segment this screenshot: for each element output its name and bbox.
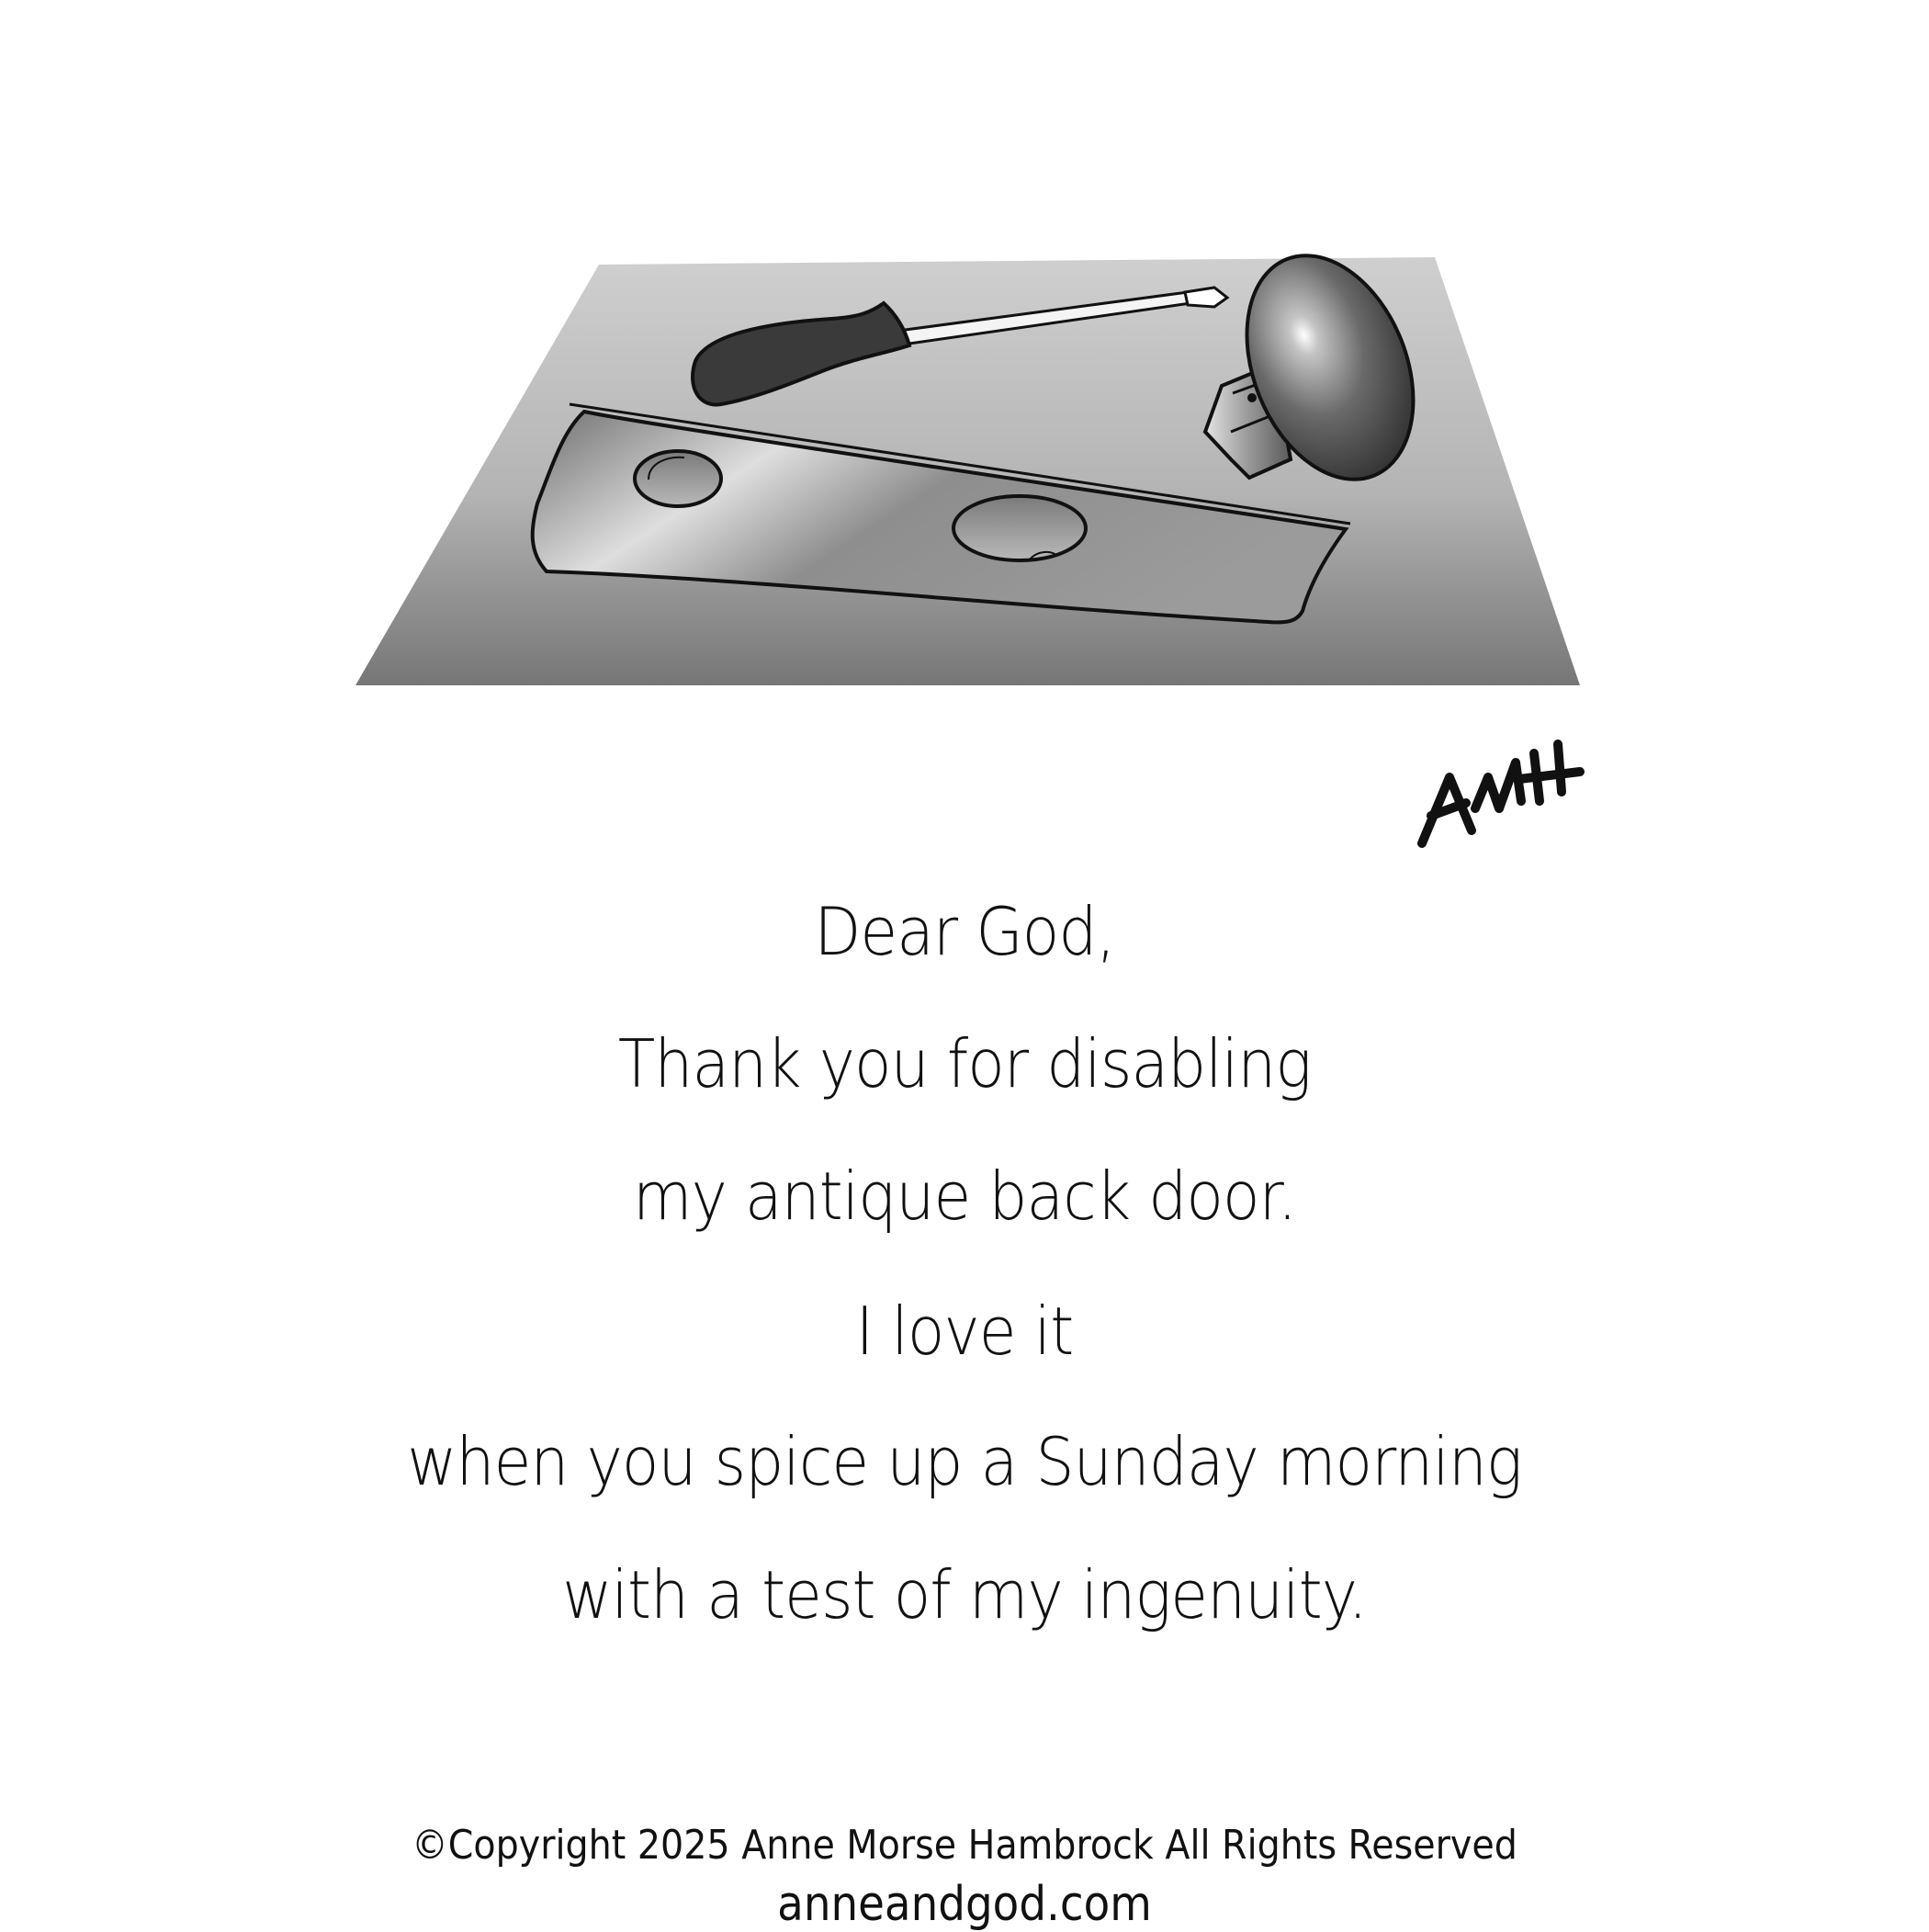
letter-line-2: my antique back door.	[632, 1158, 1297, 1235]
letter-greeting: Dear God,	[814, 893, 1115, 970]
cartoon-illustration	[0, 0, 1929, 882]
letter-line-1: Thank you for disabling	[617, 1025, 1312, 1102]
letter-line-5: with a test of my ingenuity.	[562, 1556, 1367, 1633]
artist-signature	[1422, 744, 1580, 843]
letter-line-4: when you spice up a Sunday morning	[407, 1423, 1522, 1500]
copyright-notice: ©Copyright 2025 Anne Morse Hambrock All Rights Reserved	[412, 1822, 1517, 1869]
website-url: anneandgod.com	[777, 1877, 1152, 1932]
letter-line-3: I love it	[855, 1293, 1074, 1370]
